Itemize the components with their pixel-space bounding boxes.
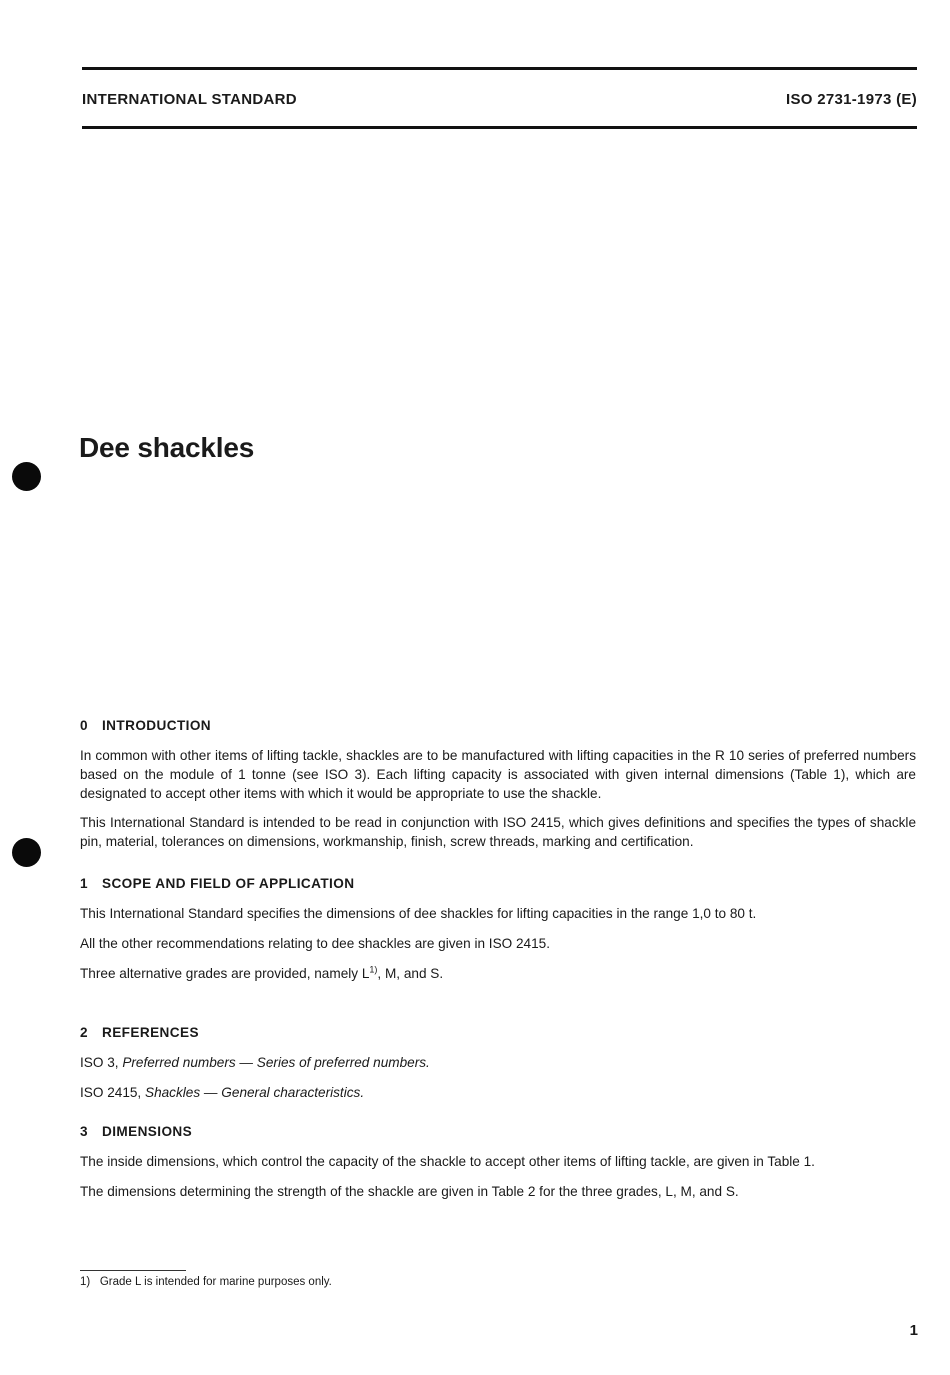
reference-item: ISO 3, Preferred numbers — Series of preferred numbers.: [80, 1055, 430, 1070]
section-heading-scope: 1 SCOPE AND FIELD OF APPLICATION: [80, 876, 355, 891]
section-heading-references: 2 REFERENCES: [80, 1025, 199, 1040]
section-heading-dimensions: 3 DIMENSIONS: [80, 1124, 193, 1139]
scope-paragraph-1: This International Standard specifies the dimensions of dee shackles for lifting capacities in the range 1,0 to 80 t.: [80, 906, 757, 921]
footnote-reference: 1): [369, 964, 378, 975]
header-document-type: INTERNATIONAL STANDARD: [82, 91, 297, 108]
punch-hole-icon: [12, 838, 41, 867]
section-heading-introduction: 0 INTRODUCTION: [80, 718, 212, 733]
intro-paragraph-1: In common with other items of lifting tackle, shackles are to be manufactured with lifting capacities in the R 10 series of preferred numbers based on the module of 1 tonne (see ISO 3). Each lifting capacity is associated with given internal dimensions (Table 1), which are designated to accept other items with which it would be appropriate to use the shackle.: [80, 748, 916, 801]
header-standard-number: ISO 2731-1973 (E): [785, 91, 917, 108]
document-body: [80, 716, 916, 1201]
page-number: 1: [909, 1322, 918, 1339]
punch-hole-icon: [12, 462, 41, 491]
scope-paragraph-2: All the other recommendations relating to dee shackles are given in ISO 2415.: [80, 936, 551, 951]
header-top-rule: [82, 67, 917, 70]
dimensions-paragraph-2: The dimensions determining the strength of the shackle are given in Table 2 for the three grades, L, M, and S.: [80, 1184, 739, 1199]
document-title: Dee shackles: [79, 432, 255, 463]
header-bottom-rule: [82, 126, 917, 129]
dimensions-paragraph-1: The inside dimensions, which control the capacity of the shackle to accept other items of lifting tackle, are given in Table 1.: [80, 1154, 815, 1169]
footnote-rule: [80, 1270, 186, 1271]
reference-item: ISO 2415, Shackles — General characteristics.: [80, 1085, 365, 1100]
footnote: 1) Grade L is intended for marine purposes only.: [80, 1276, 332, 1288]
scope-paragraph-3: Three alternative grades are provided, namely $L^{1)}$, M, and S.: [80, 964, 444, 981]
intro-paragraph-2: This International Standard is intended to be read in conjunction with ISO 2415, which gives definitions and specifies the types of shackle pin, material, tolerances on dimensions, workmanship, finish, screw threads, marking and certification.: [80, 815, 916, 849]
